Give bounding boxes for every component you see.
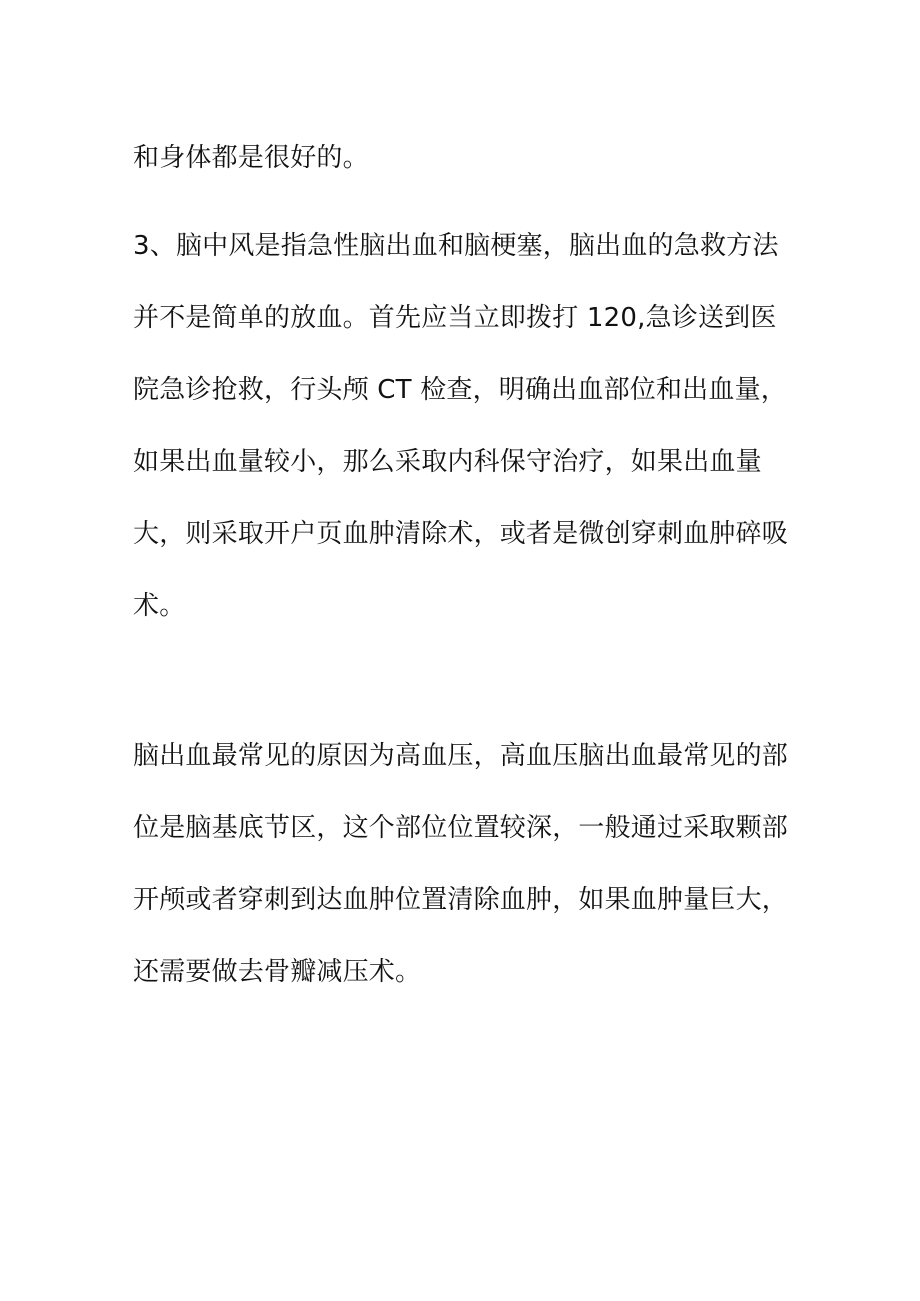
paragraph-2-line-2: 并不是简单的放血。首先应当立即拨打 120,急诊送到医 (133, 303, 777, 333)
paragraph-3-line-2: 位是脑基底节区，这个部位位置较深，一般通过采取颗部 (133, 813, 789, 843)
paragraph-3-line-4: 还需要做去骨瓣减压术。 (133, 957, 422, 987)
paragraph-2-line-3: 院急诊抢救，行头颅 CT 检查，明确出血部位和出血量， (133, 375, 787, 405)
paragraph-2-line-4: 如果出血量较小，那么采取内科保守治疗，如果出血量 (133, 447, 762, 477)
paragraph-2-line-5: 大，则采取开户页血肿清除术，或者是微创穿刺血肿碎吸 (133, 519, 789, 549)
paragraph-3-line-1: 脑出血最常见的原因为高血压，高血压脑出血最常见的部 (133, 741, 789, 771)
paragraph-2-line-1: 3、脑中风是指急性脑出血和脑梗塞，脑出血的急救方法 (133, 231, 779, 261)
paragraph-1-line-1: 和身体都是很好的。 (133, 143, 369, 173)
paragraph-2-line-6: 术。 (133, 591, 186, 621)
paragraph-3-line-3: 开颅或者穿刺到达血肿位置清除血肿，如果血肿量巨大， (133, 885, 789, 915)
